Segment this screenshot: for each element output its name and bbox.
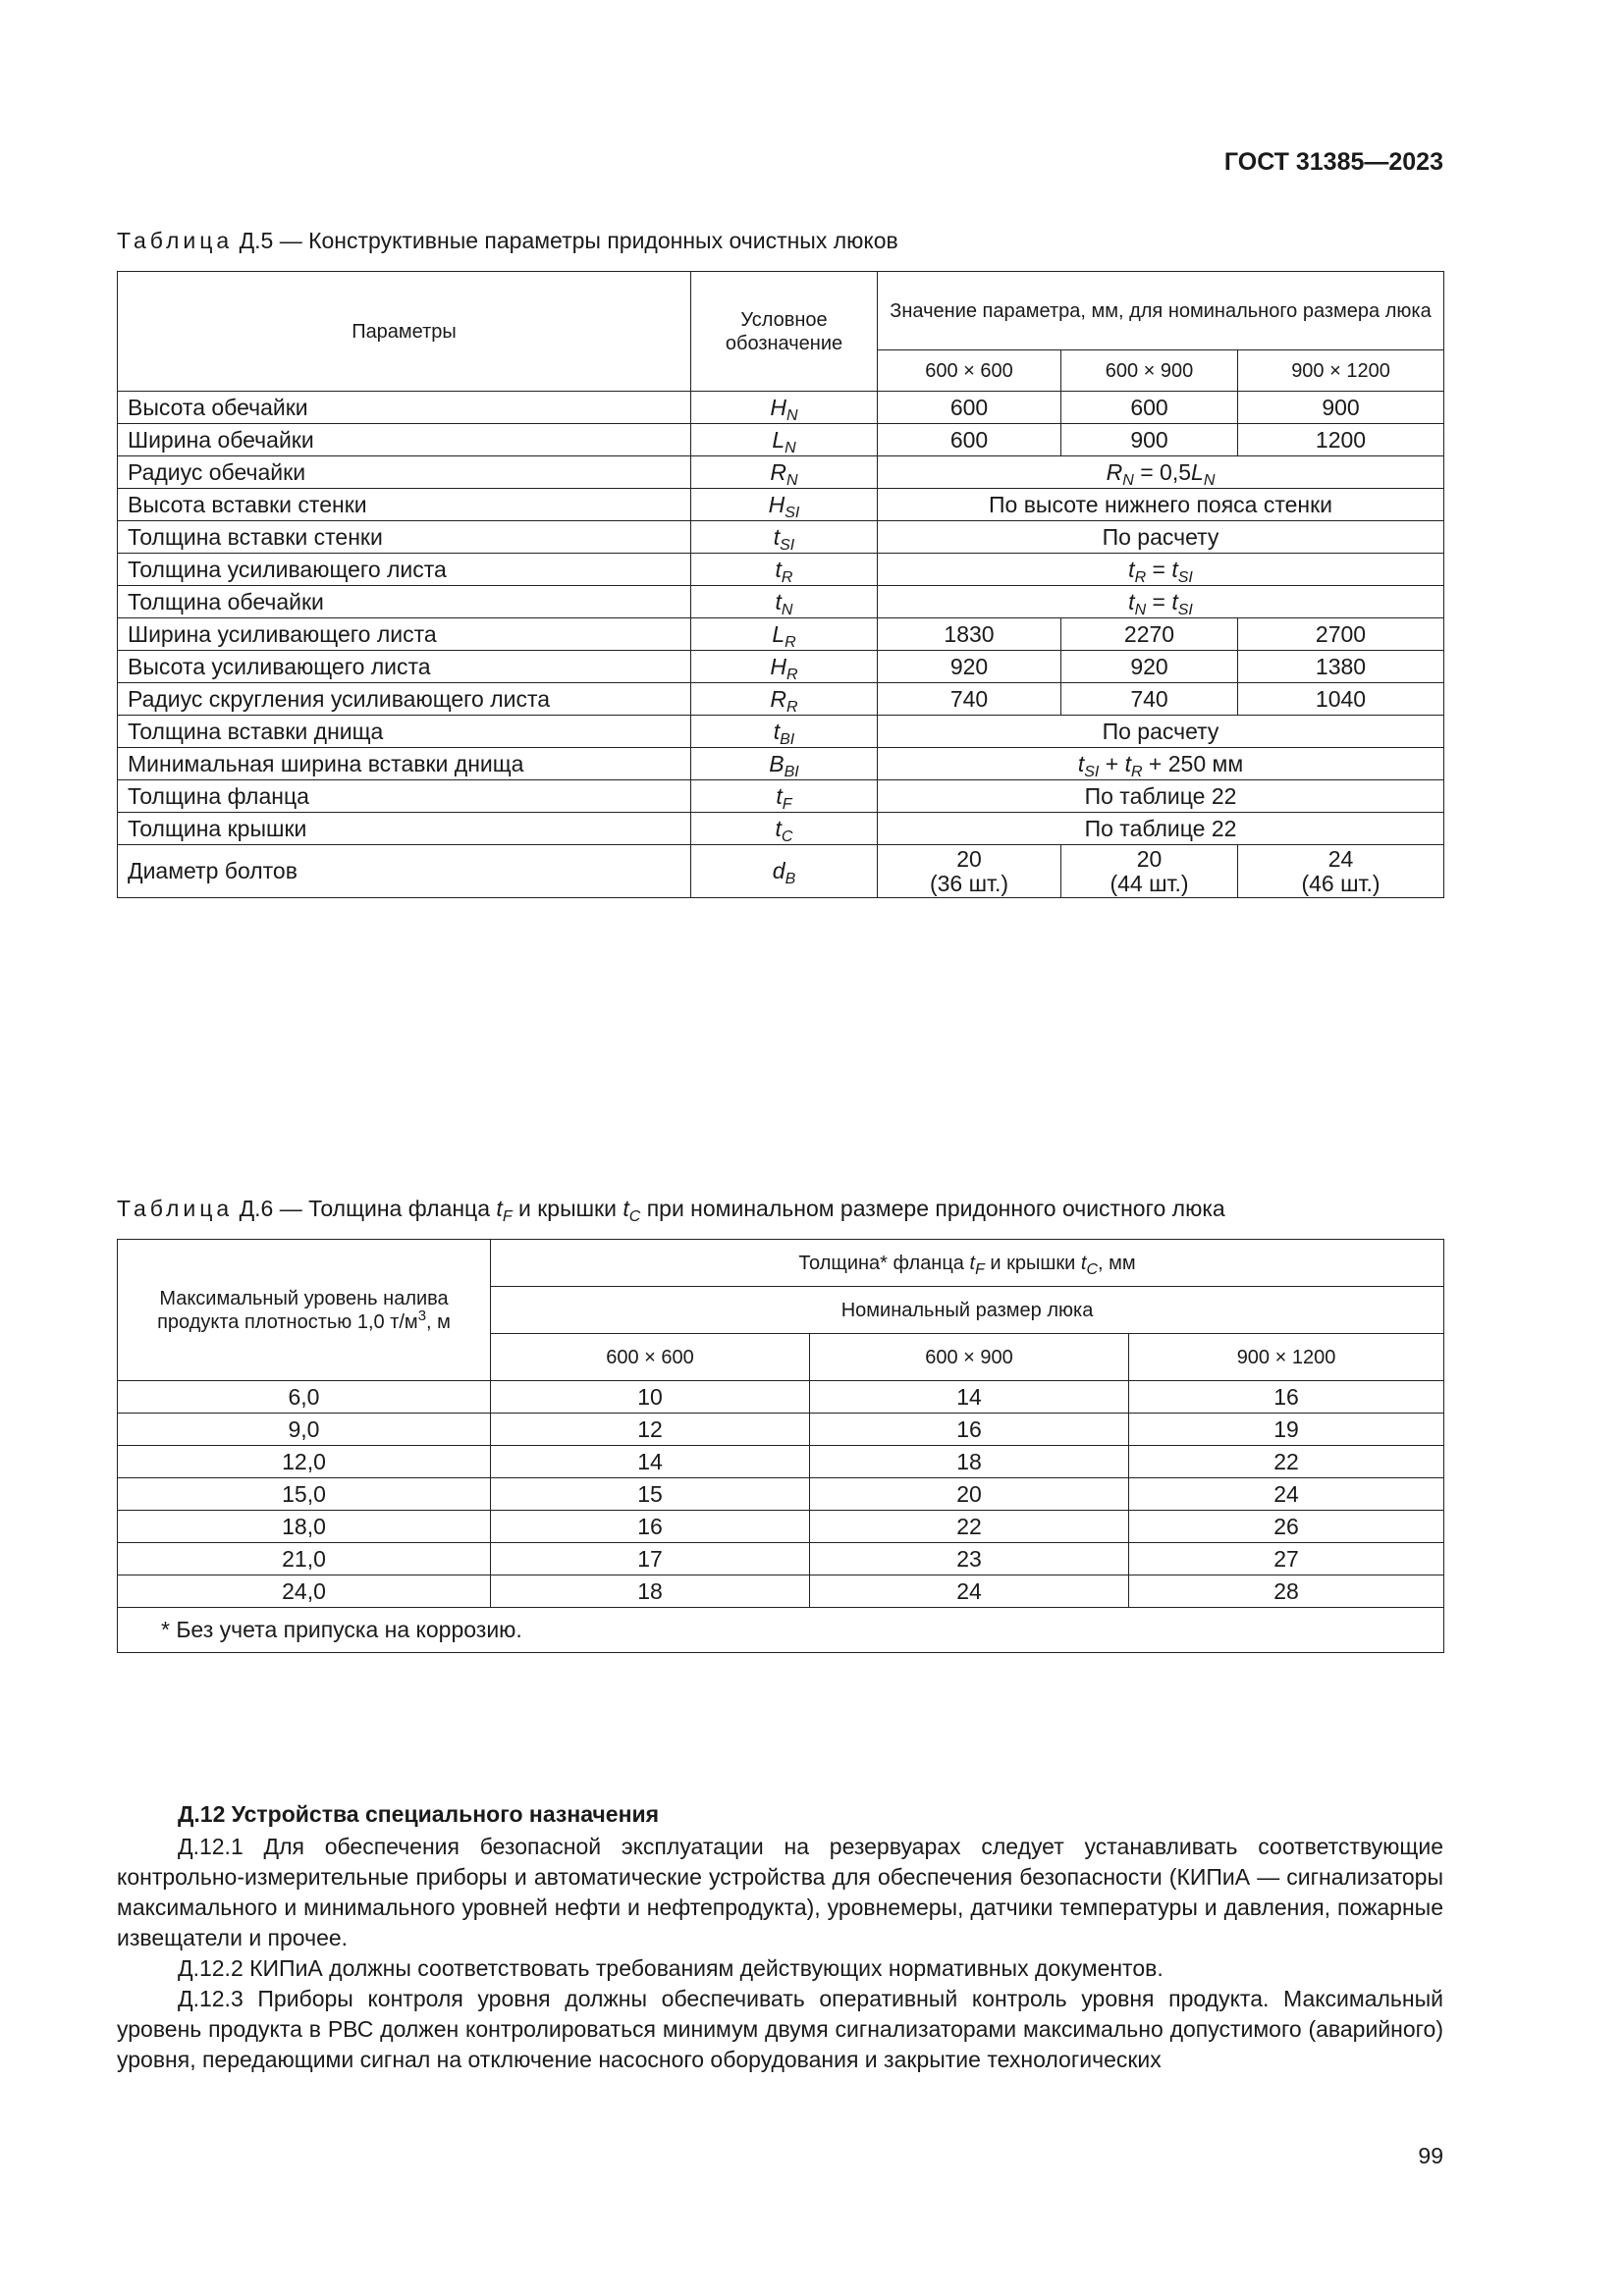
value-span: $t_N = t_{SI}$ bbox=[878, 586, 1444, 618]
symbol-subscript: SI bbox=[780, 536, 795, 554]
param-symbol bbox=[691, 586, 878, 618]
value-line: 20 bbox=[1136, 845, 1163, 872]
symbol-letter: t bbox=[776, 782, 783, 809]
math-variable: t bbox=[1077, 750, 1085, 776]
math-subscript: R bbox=[1134, 568, 1147, 586]
table-row bbox=[118, 586, 1444, 618]
value-cell: 740 bbox=[1061, 683, 1238, 716]
math-variable: t bbox=[1128, 588, 1135, 614]
value-span: По высоте нижнего пояса стенки bbox=[878, 489, 1444, 521]
math-subscript: SI bbox=[1084, 763, 1100, 780]
symbol-letter: L bbox=[772, 426, 785, 453]
value-cell: 920 bbox=[1061, 651, 1238, 683]
table5-head-size: 600 × 600 bbox=[878, 350, 1061, 392]
param-name: Ширина усиливающего листа bbox=[118, 618, 691, 651]
math-subscript: F bbox=[975, 1260, 985, 1278]
level-cell: 9,0 bbox=[118, 1414, 491, 1446]
symbol-letter: R bbox=[770, 458, 787, 485]
math-subscript: SI bbox=[1177, 601, 1193, 618]
thickness-cell: 23 bbox=[810, 1543, 1129, 1575]
param-name: Радиус обечайки bbox=[118, 456, 691, 489]
table6-caption-text: Д.6 — Толщина фланца $t_F$ и крышки $t_C$ при номинальном размере придонного очистного люка bbox=[239, 1196, 1225, 1225]
table5-head-value: Значение параметра, мм, для номинального размера люка bbox=[878, 272, 1444, 350]
document-header: ГОСТ 31385—2023 bbox=[1223, 148, 1443, 176]
thickness-cell: 18 bbox=[810, 1446, 1129, 1478]
value-cell bbox=[1238, 845, 1444, 898]
table6-head-level-sup: 3 bbox=[417, 1307, 427, 1324]
value-cell bbox=[878, 845, 1061, 898]
param-symbol bbox=[691, 489, 878, 521]
table5 bbox=[117, 271, 1444, 898]
param-name: Толщина крышки bbox=[118, 813, 691, 845]
math-variable: t bbox=[496, 1196, 503, 1221]
thickness-cell: 17 bbox=[491, 1543, 810, 1575]
math-variable: t bbox=[623, 1196, 629, 1221]
thickness-cell: 20 bbox=[810, 1478, 1129, 1511]
symbol-letter: t bbox=[775, 556, 782, 582]
symbol-subscript: N bbox=[786, 406, 798, 424]
value-cell: 600 bbox=[878, 424, 1061, 456]
math-subscript: N bbox=[1122, 471, 1134, 489]
math-variable: L bbox=[1191, 458, 1204, 485]
math-variable: R bbox=[1106, 458, 1123, 485]
value-cell: 1200 bbox=[1238, 424, 1444, 456]
symbol-subscript: R bbox=[786, 666, 798, 683]
table-row bbox=[118, 1381, 1444, 1414]
level-cell: 12,0 bbox=[118, 1446, 491, 1478]
value-span: $t_{SI} + t_R + 250$ мм bbox=[878, 748, 1444, 780]
value-line: (46 шт.) bbox=[1301, 870, 1380, 896]
math-subscript: C bbox=[628, 1208, 641, 1225]
value-cell: 740 bbox=[878, 683, 1061, 716]
table-row bbox=[118, 618, 1444, 651]
section-paragraph: Д.12.1 Для обеспечения безопасной эксплуатации на резервуарах следует устанавливать соответствующие контрольно-измерительные приборы и автоматические устройства для обеспечения безопасности (КИПиА — сигнализаторы максимального и минимального уровней нефти и нефтепродукта), уровнемеры, датчики температуры и давления, пожарные извещатели и прочее. bbox=[117, 1834, 1443, 1950]
symbol-letter: t bbox=[775, 815, 782, 841]
symbol-letter: H bbox=[770, 394, 787, 420]
value-span: $R_N = 0,5L_N$ bbox=[878, 456, 1444, 489]
symbol-letter: H bbox=[770, 653, 787, 679]
thickness-cell: 14 bbox=[491, 1446, 810, 1478]
param-symbol bbox=[691, 651, 878, 683]
value-span: По расчету bbox=[878, 716, 1444, 748]
table-row bbox=[118, 780, 1444, 813]
table6-head-level bbox=[118, 1240, 491, 1381]
thickness-cell: 24 bbox=[810, 1575, 1129, 1608]
param-name: Толщина фланца bbox=[118, 780, 691, 813]
table6 bbox=[117, 1239, 1444, 1653]
table6-head-thickness: Толщина* фланца $t_F$ и крышки $t_C$, мм bbox=[491, 1240, 1444, 1287]
thickness-cell: 16 bbox=[491, 1511, 810, 1543]
param-symbol bbox=[691, 813, 878, 845]
table-row bbox=[118, 554, 1444, 586]
footnote: * Без учета припуска на коррозию. bbox=[118, 1608, 1444, 1653]
section-paragraph: Д.12.3 Приборы контроля уровня должны обеспечивать оперативный контроль уровня продукта. Максимальный уровень продукта в РВС должен контролироваться минимум двумя сигнализаторами максимально допустимого (аварийного) уровня, передающими сигнал на отключение насосного оборудования и закрытие технологических bbox=[117, 1986, 1443, 2072]
symbol-subscript: SI bbox=[785, 504, 800, 521]
math-variable: t bbox=[1124, 750, 1131, 776]
value-cell: 900 bbox=[1061, 424, 1238, 456]
thickness-cell: 12 bbox=[491, 1414, 810, 1446]
value-line: 20 bbox=[956, 845, 982, 872]
math-subscript: C bbox=[1086, 1260, 1099, 1278]
table6-head-level-line1: Максимальный уровень налива bbox=[159, 1287, 449, 1309]
symbol-subscript: B bbox=[785, 871, 796, 887]
param-name: Высота усиливающего листа bbox=[118, 651, 691, 683]
table-row bbox=[118, 1511, 1444, 1543]
value-cell: 1040 bbox=[1238, 683, 1444, 716]
math-subscript: SI bbox=[1177, 568, 1193, 586]
symbol-letter: d bbox=[772, 858, 785, 883]
symbol-letter: R bbox=[770, 685, 787, 712]
math-variable: t bbox=[969, 1252, 976, 1274]
param-name: Толщина вставки днища bbox=[118, 716, 691, 748]
table6-head-level-line2: продукта плотностью 1,0 т/м bbox=[157, 1310, 418, 1333]
section-title: Д.12 Устройства специального назначения bbox=[178, 1801, 660, 1827]
param-symbol bbox=[691, 392, 878, 424]
value-cell: 2700 bbox=[1238, 618, 1444, 651]
param-symbol bbox=[691, 521, 878, 554]
symbol-letter: B bbox=[769, 750, 785, 776]
value-span: По расчету bbox=[878, 521, 1444, 554]
math-subscript: N bbox=[1203, 471, 1216, 489]
symbol-subscript: N bbox=[786, 471, 798, 489]
param-symbol bbox=[691, 424, 878, 456]
math-variable: t bbox=[1128, 556, 1135, 582]
thickness-cell: 16 bbox=[1129, 1381, 1444, 1414]
math-variable: t bbox=[1080, 1252, 1087, 1274]
value-cell: 900 bbox=[1238, 392, 1444, 424]
param-name: Диаметр болтов bbox=[118, 845, 691, 898]
param-name: Ширина обечайки bbox=[118, 424, 691, 456]
value-line: (44 шт.) bbox=[1110, 870, 1189, 896]
symbol-letter: t bbox=[773, 523, 781, 550]
param-name: Минимальная ширина вставки днища bbox=[118, 748, 691, 780]
value-cell bbox=[1061, 845, 1238, 898]
table-row bbox=[118, 1446, 1444, 1478]
param-symbol bbox=[691, 716, 878, 748]
table-row bbox=[118, 1414, 1444, 1446]
section-d12 bbox=[117, 1799, 1443, 2075]
param-name: Высота вставки стенки bbox=[118, 489, 691, 521]
level-cell: 21,0 bbox=[118, 1543, 491, 1575]
table5-head-params: Параметры bbox=[118, 272, 691, 392]
table5-head-size: 900 × 1200 bbox=[1238, 350, 1444, 392]
thickness-cell: 14 bbox=[810, 1381, 1129, 1414]
table-row bbox=[118, 1543, 1444, 1575]
thickness-cell: 24 bbox=[1129, 1478, 1444, 1511]
symbol-letter: t bbox=[773, 718, 781, 744]
table6-head-nominal: Номинальный размер люка bbox=[491, 1287, 1444, 1334]
symbol-subscript: F bbox=[782, 795, 792, 813]
symbol-letter: L bbox=[772, 620, 785, 647]
value-span: $t_R = t_{SI}$ bbox=[878, 554, 1444, 586]
value-cell: 1830 bbox=[878, 618, 1061, 651]
param-symbol bbox=[691, 748, 878, 780]
level-cell: 24,0 bbox=[118, 1575, 491, 1608]
table-row bbox=[118, 1575, 1444, 1608]
math-variable: t bbox=[1171, 556, 1178, 582]
thickness-cell: 10 bbox=[491, 1381, 810, 1414]
table-row bbox=[118, 813, 1444, 845]
table-row bbox=[118, 424, 1444, 456]
param-symbol bbox=[691, 554, 878, 586]
param-symbol bbox=[691, 456, 878, 489]
thickness-cell: 22 bbox=[1129, 1446, 1444, 1478]
math-variable: t bbox=[1171, 588, 1178, 614]
param-name: Высота обечайки bbox=[118, 392, 691, 424]
param-name: Толщина обечайки bbox=[118, 586, 691, 618]
table-row bbox=[118, 456, 1444, 489]
table-row bbox=[118, 392, 1444, 424]
symbol-subscript: BI bbox=[780, 730, 795, 748]
param-name: Радиус скругления усиливающего листа bbox=[118, 683, 691, 716]
param-symbol bbox=[691, 683, 878, 716]
section-paragraph: Д.12.2 КИПиА должны соответствовать требованиям действующих нормативных документов. bbox=[178, 1955, 1164, 1981]
table5-caption bbox=[117, 228, 898, 254]
param-symbol bbox=[691, 780, 878, 813]
value-span: По таблице 22 bbox=[878, 813, 1444, 845]
value-cell: 2270 bbox=[1061, 618, 1238, 651]
value-line: 24 bbox=[1327, 845, 1354, 872]
table6-head-size: 900 × 1200 bbox=[1129, 1334, 1444, 1381]
symbol-letter: t bbox=[775, 588, 782, 614]
param-name: Толщина вставки стенки bbox=[118, 521, 691, 554]
symbol-subscript: R bbox=[785, 633, 796, 651]
table5-caption-text: Д.5 — Конструктивные параметры придонных очистных люков bbox=[239, 228, 898, 253]
symbol-subscript: C bbox=[781, 828, 793, 845]
value-line: (36 шт.) bbox=[929, 870, 1009, 896]
level-cell: 18,0 bbox=[118, 1511, 491, 1543]
symbol-subscript: R bbox=[786, 698, 798, 716]
thickness-cell: 16 bbox=[810, 1414, 1129, 1446]
table-row bbox=[118, 716, 1444, 748]
math-subscript: N bbox=[1134, 601, 1147, 618]
thickness-cell: 26 bbox=[1129, 1511, 1444, 1543]
table5-head-size: 600 × 900 bbox=[1061, 350, 1238, 392]
thickness-cell: 15 bbox=[491, 1478, 810, 1511]
table5-caption-prefix: Таблица bbox=[117, 228, 234, 253]
table6-head-level-post: , м bbox=[426, 1310, 451, 1333]
level-cell: 6,0 bbox=[118, 1381, 491, 1414]
table6-caption-prefix: Таблица bbox=[117, 1196, 234, 1221]
table5-head-symbol: Условное обозначение bbox=[691, 272, 878, 392]
table-row bbox=[118, 683, 1444, 716]
value-cell: 600 bbox=[1061, 392, 1238, 424]
table6-head-size: 600 × 900 bbox=[810, 1334, 1129, 1381]
value-span: По таблице 22 bbox=[878, 780, 1444, 813]
footnote-row bbox=[118, 1608, 1444, 1653]
thickness-cell: 22 bbox=[810, 1511, 1129, 1543]
symbol-subscript: R bbox=[781, 568, 793, 586]
symbol-subscript: N bbox=[785, 439, 796, 456]
table-row bbox=[118, 489, 1444, 521]
thickness-cell: 18 bbox=[491, 1575, 810, 1608]
value-cell: 1380 bbox=[1238, 651, 1444, 683]
math-subscript: F bbox=[502, 1208, 513, 1225]
thickness-cell: 28 bbox=[1129, 1575, 1444, 1608]
symbol-subscript: N bbox=[781, 601, 793, 618]
table-row bbox=[118, 651, 1444, 683]
table-row bbox=[118, 845, 1444, 898]
symbol-subscript: BI bbox=[784, 763, 799, 780]
page-number: 99 bbox=[1418, 2143, 1443, 2168]
value-cell: 920 bbox=[878, 651, 1061, 683]
table-row bbox=[118, 748, 1444, 780]
table6-head-size: 600 × 600 bbox=[491, 1334, 810, 1381]
param-symbol bbox=[691, 618, 878, 651]
table6-caption bbox=[117, 1196, 1225, 1225]
param-symbol bbox=[691, 845, 878, 898]
value-cell: 600 bbox=[878, 392, 1061, 424]
thickness-cell: 19 bbox=[1129, 1414, 1444, 1446]
thickness-cell: 27 bbox=[1129, 1543, 1444, 1575]
table-row bbox=[118, 521, 1444, 554]
table-row bbox=[118, 1478, 1444, 1511]
param-name: Толщина усиливающего листа bbox=[118, 554, 691, 586]
math-subscript: R bbox=[1130, 763, 1143, 780]
level-cell: 15,0 bbox=[118, 1478, 491, 1511]
symbol-letter: H bbox=[768, 491, 785, 517]
